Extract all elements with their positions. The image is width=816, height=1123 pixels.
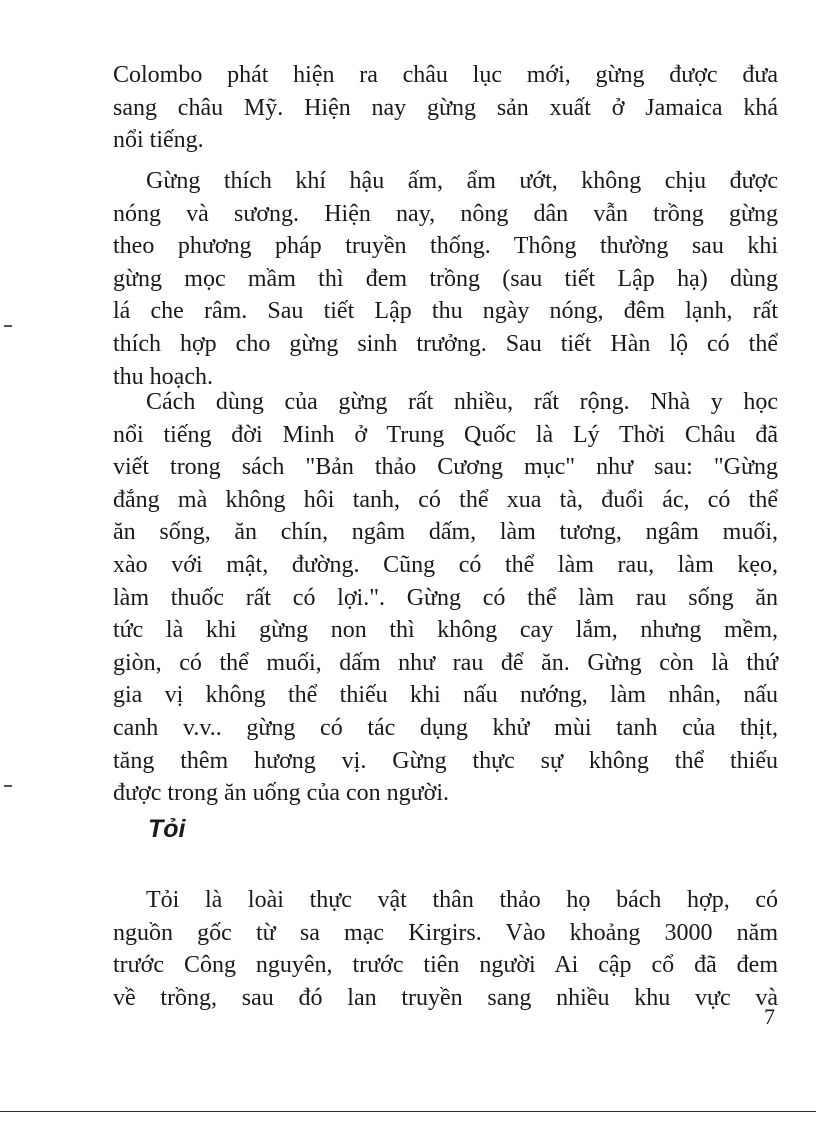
- paragraph-3: [113, 386, 778, 810]
- scan-mark: [4, 325, 12, 327]
- paragraph-1: [113, 59, 778, 157]
- text-line: gia vị không thể thiếu khi nấu nướng, làm nhân, nấu: [113, 682, 778, 709]
- scan-mark: [4, 785, 12, 787]
- text-line: lá che râm. Sau tiết Lập thu ngày nóng, đêm lạnh, rất: [113, 298, 778, 325]
- text-line: thích hợp cho gừng sinh trưởng. Sau tiết Hàn lộ có thể: [113, 330, 778, 357]
- section-heading: Tỏi: [148, 815, 186, 843]
- text-line: được trong ăn uống của con người.: [113, 780, 449, 807]
- text-line: nổi tiếng đời Minh ở Trung Quốc là Lý Thời Châu đã: [113, 421, 778, 448]
- text-line: trước Công nguyên, trước tiên người Ai cập cổ đã đem: [113, 952, 778, 979]
- page-number: 7: [764, 1004, 775, 1029]
- text-line: Cách dùng của gừng rất nhiều, rất rộng. Nhà y học: [146, 389, 778, 415]
- page-bottom-rule: [0, 1111, 816, 1112]
- text-line: viết trong sách "Bản thảo Cương mục" như sau: "Gừng: [113, 454, 778, 481]
- text-line: sang châu Mỹ. Hiện nay gừng sản xuất ở Jamaica khá: [113, 94, 778, 121]
- paragraph-2: [113, 165, 778, 393]
- text-line: nổi tiếng.: [113, 127, 204, 154]
- text-line: tăng thêm hương vị. Gừng thực sự không thể thiếu: [113, 747, 778, 774]
- text-line: gừng mọc mầm thì đem trồng (sau tiết Lập hạ) dùng: [113, 265, 778, 292]
- text-line: thu hoạch.: [113, 363, 213, 390]
- text-line: về trồng, sau đó lan truyền sang nhiều khu vực và: [113, 984, 778, 1011]
- text-line: tức là khi gừng non thì không cay lắm, nhưng mềm,: [113, 617, 778, 644]
- text-line: làm thuốc rất có lợi.". Gừng có thể làm rau sống ăn: [113, 584, 778, 611]
- text-line: Colombo phát hiện ra châu lục mới, gừng được đưa: [113, 62, 778, 88]
- text-line: Tỏi là loài thực vật thân thảo họ bách hợp, có: [146, 887, 778, 913]
- text-line: giòn, có thể muối, dấm như rau để ăn. Gừng còn là thứ: [113, 649, 778, 676]
- text-line: Gừng thích khí hậu ấm, ẩm ướt, không chịu được: [146, 168, 778, 194]
- text-line: canh v.v.. gừng có tác dụng khử mùi tanh của thịt,: [113, 714, 778, 741]
- text-line: theo phương pháp truyền thống. Thông thường sau khi: [113, 233, 778, 260]
- text-line: ăn sống, ăn chín, ngâm dấm, làm tương, ngâm muối,: [113, 519, 778, 546]
- text-line: xào với mật, đường. Cũng có thể làm rau, làm kẹo,: [113, 551, 778, 578]
- text-line: đắng mà không hôi tanh, có thể xua tà, đuổi ác, có thể: [113, 486, 778, 513]
- text-line: nguồn gốc từ sa mạc Kirgirs. Vào khoảng 3000 năm: [113, 919, 778, 946]
- paragraph-4: [113, 884, 778, 1014]
- text-line: nóng và sương. Hiện nay, nông dân vẫn trồng gừng: [113, 200, 778, 227]
